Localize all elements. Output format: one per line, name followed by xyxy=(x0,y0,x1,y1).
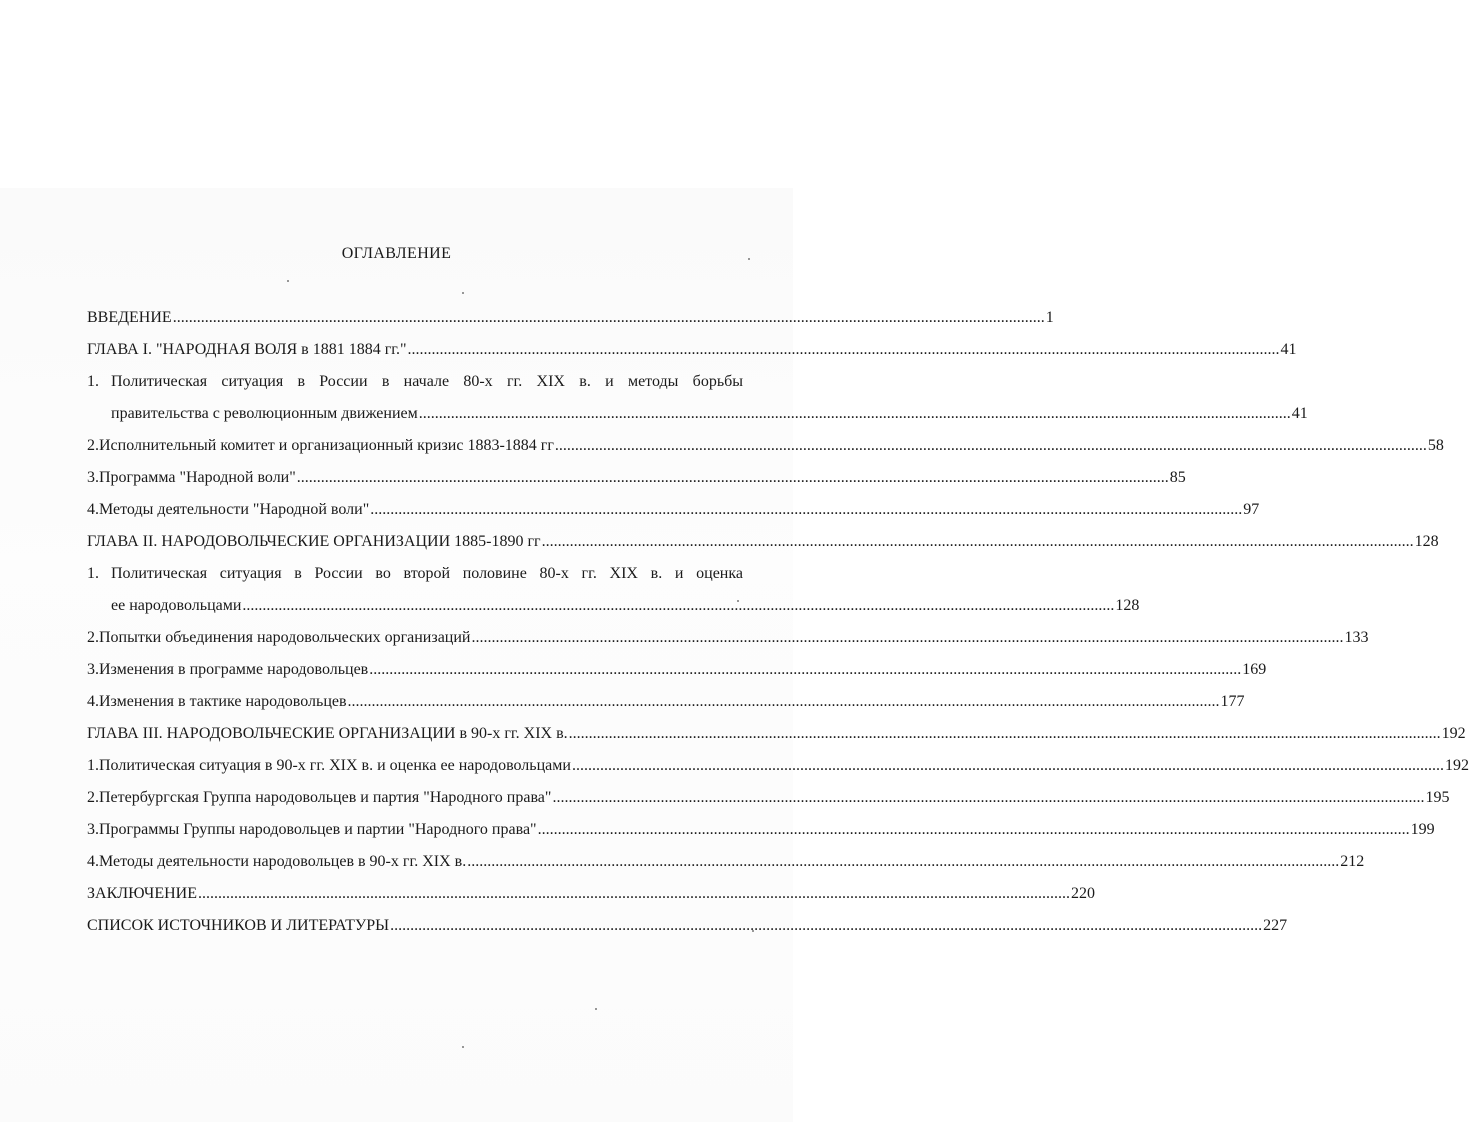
toc-entry-number: 1. xyxy=(87,373,99,390)
toc-entry-label: Изменения в программе народовольцев xyxy=(99,661,369,678)
toc-page-number: 169 xyxy=(1242,661,1267,678)
toc-leader-dots xyxy=(471,628,1343,648)
toc-entry-number: 3. xyxy=(87,821,99,838)
toc-entry-label: ГЛАВА III. НАРОДОВОЛЬЧЕСКИЕ ОРГАНИЗАЦИИ в 90-х гг. XIX в. xyxy=(87,725,568,742)
toc-entry-chapter-1[interactable] xyxy=(87,340,1297,360)
toc-entry-bibliography[interactable] xyxy=(87,916,1288,936)
toc-leader-dots xyxy=(538,820,1410,840)
toc-page-number: 133 xyxy=(1344,629,1369,646)
toc-entry-number: 1. xyxy=(87,565,99,582)
toc-entry-label: ЗАКЛЮЧЕНИЕ xyxy=(87,885,197,902)
toc-entry-label: Методы деятельности "Народной воли" xyxy=(99,501,370,518)
toc-entry-section-2-3[interactable] xyxy=(87,660,1267,680)
toc-page-number: 192 xyxy=(1444,757,1469,774)
toc-entry-label: СПИСОК ИСТОЧНИКОВ И ЛИТЕРАТУРЫ xyxy=(87,917,390,934)
toc-entry-number: 4. xyxy=(87,853,99,870)
toc-page-number: 41 xyxy=(1291,405,1308,422)
toc-entry-number: 2. xyxy=(87,629,99,646)
toc-entry-chapter-3[interactable] xyxy=(87,724,1466,744)
toc-page-number: 192 xyxy=(1441,725,1466,742)
scan-speck xyxy=(737,600,739,602)
toc-page-number: 128 xyxy=(1115,597,1140,614)
toc-entry-section-1-2[interactable] xyxy=(87,436,1444,456)
toc-entry-label: Программа "Народной воли" xyxy=(99,469,296,486)
toc-entry-section-3-2[interactable] xyxy=(87,788,1450,808)
toc-entry-section-3-1[interactable] xyxy=(87,756,1469,776)
toc-leader-dots xyxy=(542,532,1414,552)
scan-speck xyxy=(462,1046,464,1048)
toc-entry-label: правительства с революционным движением xyxy=(111,405,418,422)
toc-page-number: 128 xyxy=(1414,533,1439,550)
toc-entry-number: 2. xyxy=(87,437,99,454)
toc-entry-number: 2. xyxy=(87,789,99,806)
toc-entry-number: 3. xyxy=(87,661,99,678)
toc-leader-dots xyxy=(198,884,1070,904)
toc-leader-dots xyxy=(572,756,1444,776)
toc-page-number: 199 xyxy=(1410,821,1435,838)
toc-page-number: 85 xyxy=(1169,469,1186,486)
toc-entry-label: Исполнительный комитет и организационный кризис 1883-1884 гг xyxy=(99,437,554,454)
toc-entry-label: ВВЕДЕНИЕ xyxy=(87,309,172,326)
toc-entry-conclusion[interactable] xyxy=(87,884,1095,904)
toc-entry-chapter-2[interactable] xyxy=(87,532,1439,552)
scan-speck xyxy=(462,292,464,294)
toc-leader-dots xyxy=(370,500,1242,520)
toc-entry-number: 4. xyxy=(87,501,99,518)
toc-entry-label: Политическая ситуация в 90-х гг. XIX в. и оценка ее народовольцами xyxy=(99,757,571,774)
toc-page-number: 41 xyxy=(1280,341,1297,358)
toc-entry-section-2-4[interactable] xyxy=(87,692,1245,712)
toc-leader-dots xyxy=(569,724,1441,744)
toc-entry-label-line1: Политическая ситуация в России в начале 80-х гг. XIX в. и методы борьбы xyxy=(111,373,743,390)
toc-entry-label: ее народовольцами xyxy=(111,597,242,614)
toc-entry-section-3-4[interactable] xyxy=(87,852,1365,872)
toc-entry-label-line1: Политическая ситуация в России во второй половине 80-х гг. XIX в. и оценка xyxy=(111,565,743,582)
toc-page-number: 1 xyxy=(1045,309,1054,326)
toc-leader-dots xyxy=(408,340,1280,360)
toc-entry-label: ГЛАВА II. НАРОДОВОЛЬЧЕСКИЕ ОРГАНИЗАЦИИ 1885-1890 гг xyxy=(87,533,541,550)
toc-entry-section-2-2[interactable] xyxy=(87,628,1369,648)
toc-leader-dots xyxy=(390,916,1262,936)
toc-entry-label: Методы деятельности народовольцев в 90-х гг. XIX в. xyxy=(99,853,467,870)
toc-leader-dots xyxy=(555,436,1427,456)
toc-leader-dots xyxy=(552,788,1424,808)
toc-entry-number: 1. xyxy=(87,757,99,774)
table-of-contents xyxy=(87,308,1469,934)
toc-entry-number: 3. xyxy=(87,469,99,486)
toc-leader-dots xyxy=(369,660,1241,680)
toc-entry-label: Изменения в тактике народовольцев xyxy=(99,693,347,710)
toc-entry-label: ГЛАВА I. "НАРОДНАЯ ВОЛЯ в 1881 1884 гг." xyxy=(87,341,407,358)
toc-entry-section-1-4[interactable] xyxy=(87,500,1260,520)
toc-page-number: 97 xyxy=(1243,501,1260,518)
toc-page-number: 58 xyxy=(1427,437,1444,454)
toc-page-number: 212 xyxy=(1340,853,1365,870)
toc-page-number: 227 xyxy=(1263,917,1288,934)
toc-leader-dots xyxy=(297,468,1169,488)
toc-entry-section-2-1[interactable] xyxy=(87,564,1140,616)
scan-speck xyxy=(748,258,750,260)
toc-entry-section-3-3[interactable] xyxy=(87,820,1435,840)
toc-page-number: 220 xyxy=(1070,885,1095,902)
toc-leader-dots xyxy=(419,404,1291,424)
scan-speck xyxy=(752,930,754,932)
toc-leader-dots xyxy=(242,596,1114,616)
page-title: ОГЛАВЛЕНИЕ xyxy=(341,245,452,262)
toc-entry-label: Петербургская Группа народовольцев и партия "Народного права" xyxy=(99,789,552,806)
toc-page-number: 177 xyxy=(1220,693,1245,710)
toc-entry-label: Программы Группы народовольцев и партии "Народного права" xyxy=(99,821,537,838)
toc-page-number: 195 xyxy=(1425,789,1450,806)
toc-leader-dots xyxy=(173,308,1045,328)
toc-entry-introduction[interactable] xyxy=(87,308,1054,328)
scan-speck xyxy=(595,1008,597,1010)
toc-leader-dots xyxy=(348,692,1220,712)
toc-entry-label: Попытки объединения народовольческих организаций xyxy=(99,629,471,646)
toc-leader-dots xyxy=(467,852,1339,872)
scan-speck xyxy=(287,280,289,282)
toc-entry-number: 4. xyxy=(87,693,99,710)
toc-entry-section-1-3[interactable] xyxy=(87,468,1186,488)
toc-entry-section-1-1[interactable] xyxy=(87,372,1308,424)
